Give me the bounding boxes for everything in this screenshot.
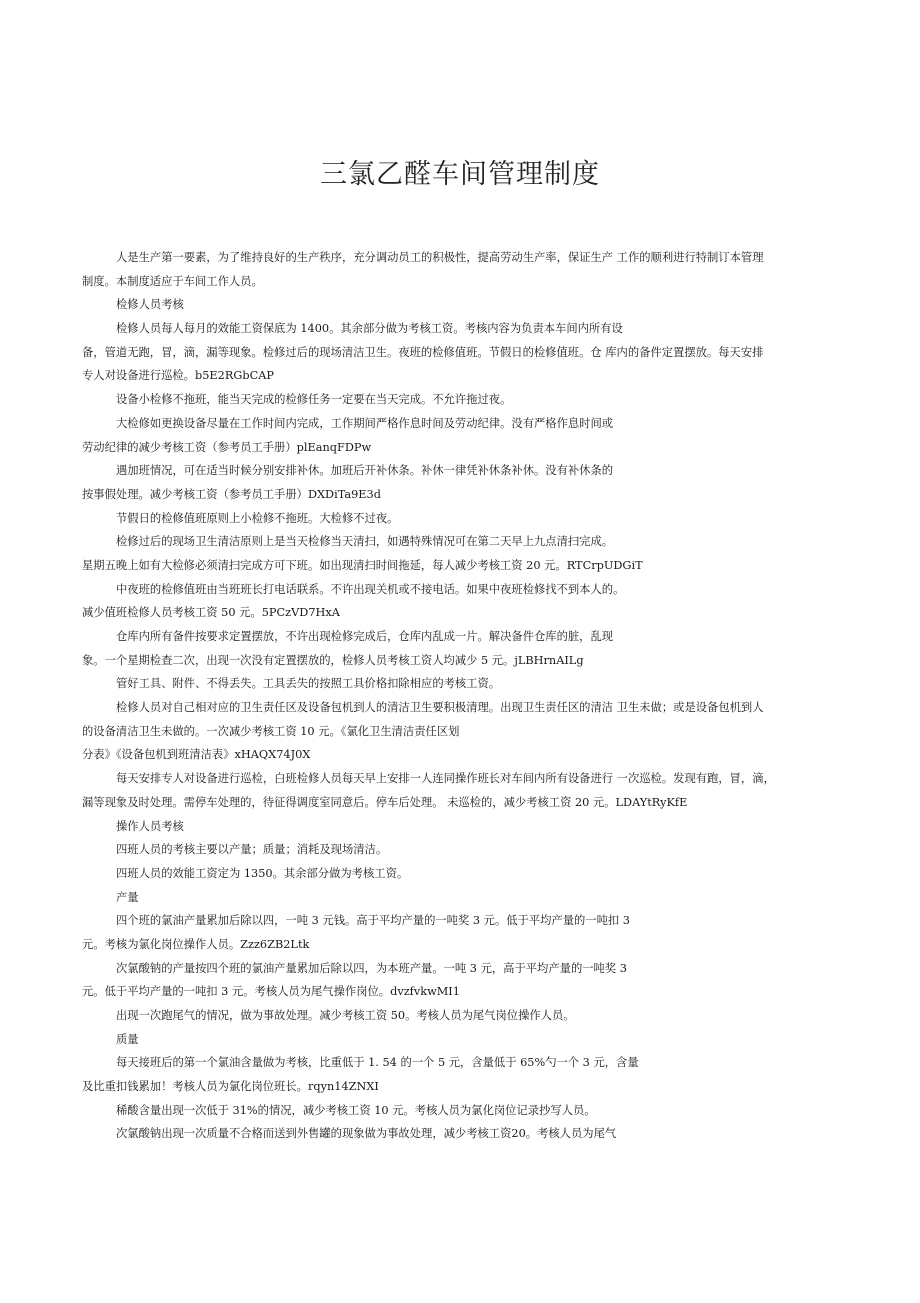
paragraph-line [82,791,852,815]
paragraph-line [82,530,852,554]
line-text: 元。考核为氯化岗位操作人员。Zzz6ZB2Ltk [82,937,310,951]
paragraph-line [82,838,852,862]
paragraph-line [82,767,852,791]
line-text: 按事假处理。减少考核工资（参考员工手册）DXDiTa9E3d [82,487,381,501]
line-text: 星期五晚上如有大检修必须清扫完成方可下班。如出现清扫时间拖延，每人减少考核工资 20 元。RTCrpUDGiT [82,558,643,572]
paragraph-line [82,815,852,839]
line-text: 检修过后的现场卫生清洁原则上是当天检修当天清扫，如遇特殊情况可在第二天早上九点清扫完成。 [116,535,614,549]
paragraph-line [82,293,852,317]
line-text: 每天安排专人对设备进行巡检，白班检修人员每天早上安排一人连同操作班长对车间内所有设备进行 一次巡检。发现有跑，冒，滴， [116,772,775,786]
document-title: 三氯乙醛车间管理制度 [320,159,600,190]
line-text: 遇加班情况，可在适当时候分别安排补休。加班后开补休条。补休一律凭补休条补休。没有补休条的 [116,464,614,478]
paragraph-line [82,909,852,933]
paragraph-line [82,483,852,507]
document-body [82,246,852,1146]
paragraph-line [82,1099,852,1123]
line-text: 质量 [116,1032,139,1046]
paragraph-line [82,980,852,1004]
paragraph-line [82,720,852,744]
line-text: 备，管道无跑，冒，滴，漏等现象。检修过后的现场清洁卫生。夜班的检修值班。节假日的检修值班。仓 库内的备件定置摆放。每天安排 [82,345,764,359]
line-text-continued: 20。考核人员为尾气 [511,1127,617,1141]
paragraph-line [82,1004,852,1028]
paragraph-line [82,364,852,388]
line-text: 节假日的检修值班原则上小检修不拖班。大检修不过夜。 [116,511,399,525]
line-text: 大检修如更换设备尽量在工作时间内完成，工作期间严格作息时间及劳动纪律。没有严格作息时间或 [116,416,614,430]
line-text: 漏等现象及时处理。需停车处理的，待征得调度室同意后。停车后处理。 未巡检的，减少考核工资 20 元。LDAYtRyKfE [82,795,688,809]
paragraph-line [82,933,852,957]
paragraph-line [82,341,852,365]
line-text: 人是生产第一要素，为了维持良好的生产秩序，充分调动员工的积极性，提高劳动生产率，保证生产 工作的顺利进行特制订本管理 [116,251,764,264]
line-text: 四班人员的效能工资定为 1350。其余部分做为考核工资。 [116,866,409,880]
line-text: 出现一次跑尾气的情况，做为事故处理。减少考核工资 50。考核人员为尾气岗位操作人员。 [116,1009,575,1022]
paragraph-line [82,412,852,436]
paragraph-line [82,1122,852,1146]
line-text: 元。低于平均产量的一吨扣 3 元。考核人员为尾气操作岗位。dvzfvkwMI1 [82,985,460,999]
line-text: 每天接班后的第一个氯油含量做为考核，比重低于 1. 54 的一个 5 元，含量低于 65%勺一个 3 元，含量 [116,1056,639,1070]
paragraph-line [82,459,852,483]
paragraph-line [82,862,852,886]
line-text: 减少值班检修人员考核工资 50 元。5PCzVD7HxA [82,606,340,620]
line-text: 劳动纪律的减少考核工资（参考员工手册）plEanqFDPw [82,440,372,454]
paragraph-line [82,625,852,649]
line-text: 稀酸含量出现一次低于 31%的情况，减少考核工资 10 元。考核人员为氯化岗位记录抄写人员。 [116,1103,596,1117]
paragraph-line [82,507,852,531]
paragraph-line [82,388,852,412]
line-text: 象。一个星期检查二次，出现一次没有定置摆放的，检修人员考核工资人均减少 5 元。jLBHrnAILg [82,653,584,667]
line-text: 次氯酸钠出现一次质量不合格而送到外售罐的现象做为事故处理，减少考核工资 [116,1127,512,1141]
line-text: 产量 [116,890,139,904]
paragraph-line [82,1075,852,1099]
paragraph-line [82,957,852,981]
paragraph-line [82,649,852,673]
line-text: 管好工具、附件、不得丢失。工具丢失的按照工具价格扣除相应的考核工资。 [116,677,501,691]
line-text: 中夜班的检修值班由当班班长打电话联系。不许出现关机或不接电话。如果中夜班检修找不到本人的。 [116,582,625,596]
paragraph-line [82,886,852,910]
line-text: 专人对设备进行巡检。b5E2RGbCAP [82,369,274,383]
paragraph-line [82,436,852,460]
line-text: 操作人员考核 [116,819,184,833]
line-text: 四班人员的考核主要以产量；质量；消耗及现场清洁。 [116,843,388,857]
paragraph-line [82,246,852,270]
line-text: 检修人员对自己相对应的卫生责任区及设备包机到人的清洁卫生要积极清理。出现卫生责任区的清洁 卫生未做；或是设备包机到人 [116,701,764,715]
line-text: 及比重扣钱累加！考核人员为氯化岗位班长。rqyn14ZNXI [82,1080,379,1094]
line-text: 次氯酸钠的产量按四个班的氯油产量累加后除以四，为本班产量。一吨 3 元，高于平均产量的一吨奖 3 [116,961,627,975]
paragraph-line [82,554,852,578]
paragraph-line [82,672,852,696]
line-text: 检修人员考核 [116,298,184,312]
paragraph-line [82,270,852,294]
line-text: 制度。本制度适应于车间工作人员。 [82,274,263,288]
line-text: 设备小检修不拖班，能当天完成的检修任务一定要在当天完成。不允许拖过夜。 [116,393,512,407]
paragraph-line [82,1028,852,1052]
paragraph-line [82,743,852,767]
paragraph-line [82,578,852,602]
line-text: 分表》《设备包机到班清洁表》xHAQX74J0X [82,748,311,762]
line-text: 的设备清洁卫生未做的。一次减少考核工资 10 元。《氯化卫生清洁责任区划 [82,724,460,738]
paragraph-line [82,601,852,625]
line-text: 仓库内所有备件按要求定置摆放，不许出现检修完成后，仓库内乱成一片。解决备件仓库的脏，乱现 [116,630,614,643]
line-text: 检修人员每人每月的效能工资保底为 1400。其余部分做为考核工资。考核内容为负责本车间内所有设 [116,322,623,336]
paragraph-line [82,317,852,341]
paragraph-line [82,1051,852,1075]
line-text: 四个班的氯油产量累加后除以四，一吨 3 元钱。高于平均产量的一吨奖 3 元。低于平均产量的一吨扣 3 [116,914,630,928]
paragraph-line [82,696,852,720]
